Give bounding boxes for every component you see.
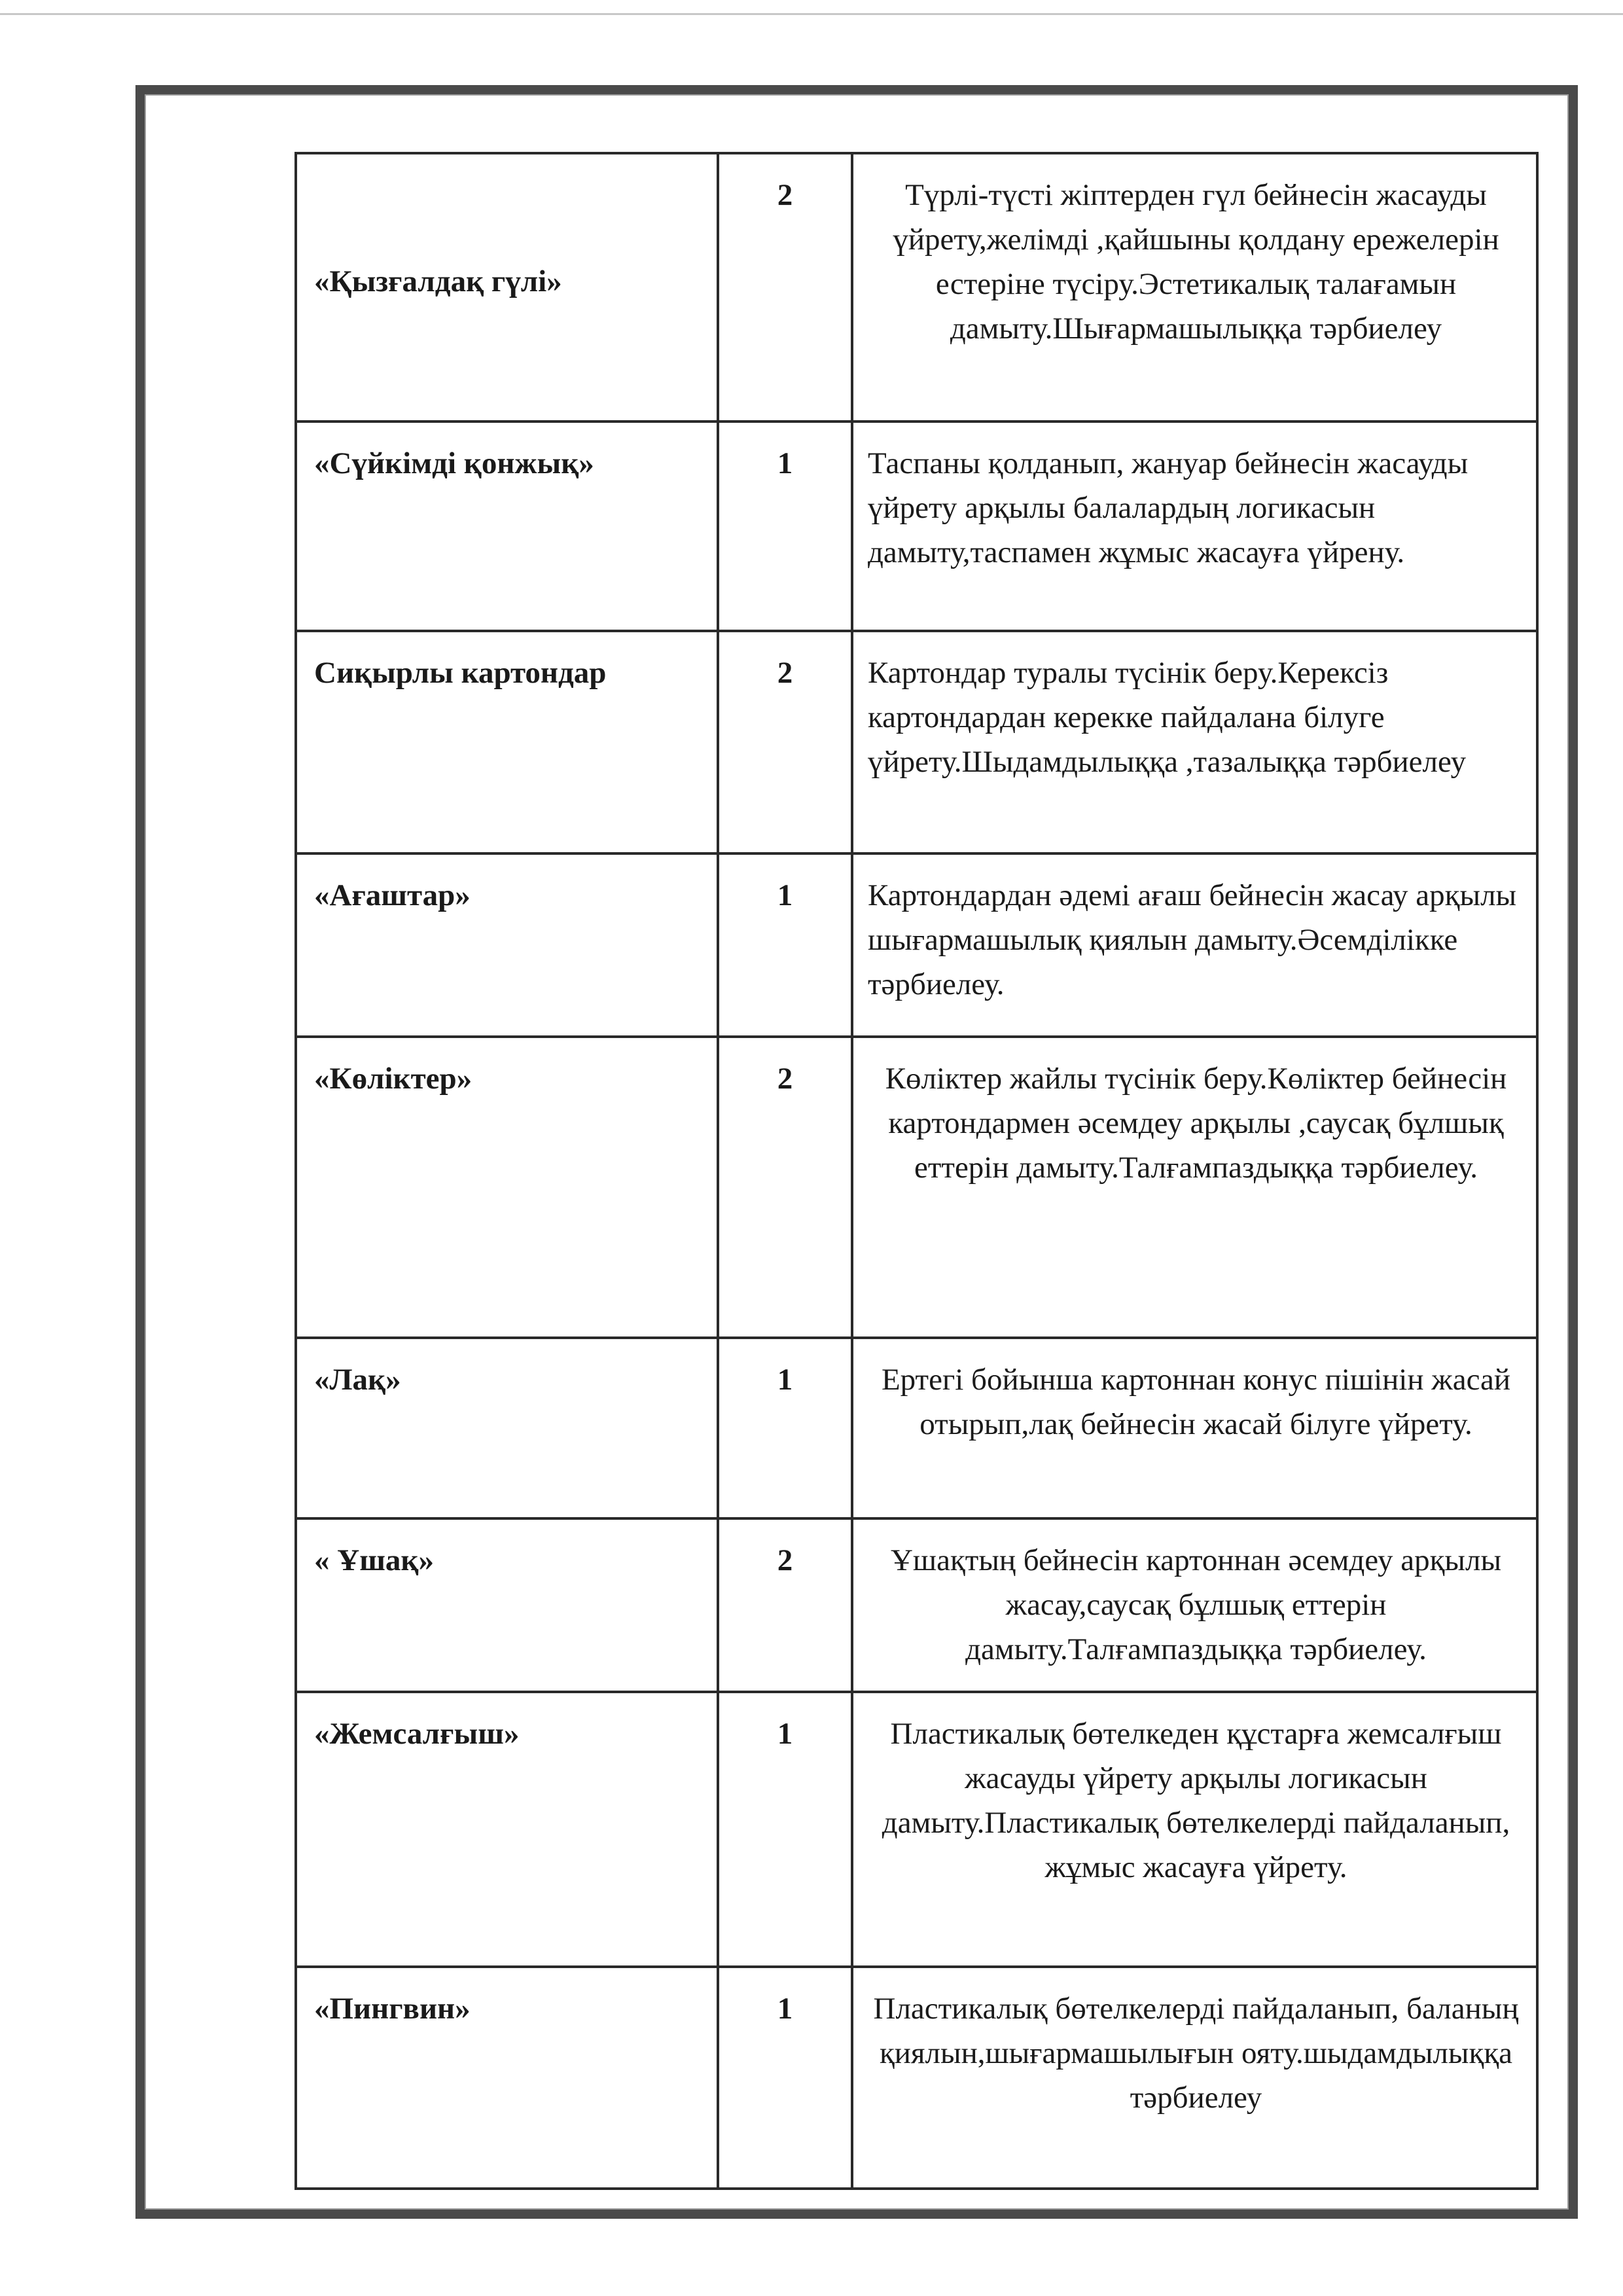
topic-cell: «Жемсалғыш» <box>296 1692 718 1967</box>
lesson-plan-table <box>294 152 1539 2190</box>
table-row <box>296 1967 1537 2189</box>
table-row <box>296 1037 1537 1338</box>
hours-cell: 2 <box>718 631 852 853</box>
description-cell: Пластикалық бөтелкеден құстарға жемсалғыш жасауды үйрету арқылы логикасын дамыту.Пластикалық бөтелкелерді пайдаланып, жұмыс жасауға үйрету. <box>852 1692 1537 1967</box>
topic-cell: «Ағаштар» <box>296 853 718 1037</box>
hours-cell: 1 <box>718 422 852 631</box>
scan-edge-line <box>0 13 1623 15</box>
topic-cell: «Сүйкімді қонжық» <box>296 422 718 631</box>
description-cell: Ертегі бойынша картоннан конус пішінін жасай отырып,лақ бейнесін жасай білуге үйрету. <box>852 1338 1537 1518</box>
hours-cell: 1 <box>718 1967 852 2189</box>
table-row <box>296 631 1537 853</box>
table-row <box>296 153 1537 422</box>
hours-cell: 2 <box>718 1518 852 1692</box>
description-cell: Картондардан әдемі ағаш бейнесін жасау арқылы шығармашылық қиялын дамыту.Әсемділікке тәрбиелеу. <box>852 853 1537 1037</box>
description-cell: Таспаны қолданып, жануар бейнесін жасауды үйрету арқылы балалардың логикасын дамыту,таспамен жұмыс жасауға үйрену. <box>852 422 1537 631</box>
topic-cell: «Қызғалдақ гүлі» <box>296 153 718 422</box>
topic-cell: « Ұшақ» <box>296 1518 718 1692</box>
hours-cell: 2 <box>718 153 852 422</box>
topic-cell: «Лақ» <box>296 1338 718 1518</box>
topic-cell: «Көліктер» <box>296 1037 718 1338</box>
topic-cell: Сиқырлы картондар <box>296 631 718 853</box>
hours-cell: 1 <box>718 853 852 1037</box>
description-cell: Картондар туралы түсінік беру.Керексіз картондардан керекке пайдалана білуге үйрету.Шыдамдылыққа ,тазалыққа тәрбиелеу <box>852 631 1537 853</box>
topic-cell: «Пингвин» <box>296 1967 718 2189</box>
description-cell: Ұшақтың бейнесін картоннан әсемдеу арқылы жасау,саусақ бұлшық еттерін дамыту.Талғампаздыққа тәрбиелеу. <box>852 1518 1537 1692</box>
description-cell: Пластикалық бөтелкелерді пайдаланып, баланың қиялын,шығармашылығын ояту.шыдамдылыққа тәрбиелеу <box>852 1967 1537 2189</box>
hours-cell: 1 <box>718 1338 852 1518</box>
hours-cell: 2 <box>718 1037 852 1338</box>
table-row <box>296 422 1537 631</box>
hours-cell: 1 <box>718 1692 852 1967</box>
table-row <box>296 853 1537 1037</box>
table-row <box>296 1518 1537 1692</box>
table-row <box>296 1338 1537 1518</box>
description-cell: Түрлі-түсті жіптерден гүл бейнесін жасауды үйрету,желімді ,қайшыны қолдану ережелерін естеріне түсіру.Эстетикалық талағамын дамыту.Шығармашылыққа тәрбиелеу <box>852 153 1537 422</box>
description-cell: Көліктер жайлы түсінік беру.Көліктер бейнесін картондармен әсемдеу арқылы ,саусақ бұлшық еттерін дамыту.Талғампаздыққа тәрбиелеу. <box>852 1037 1537 1338</box>
table-row <box>296 1692 1537 1967</box>
